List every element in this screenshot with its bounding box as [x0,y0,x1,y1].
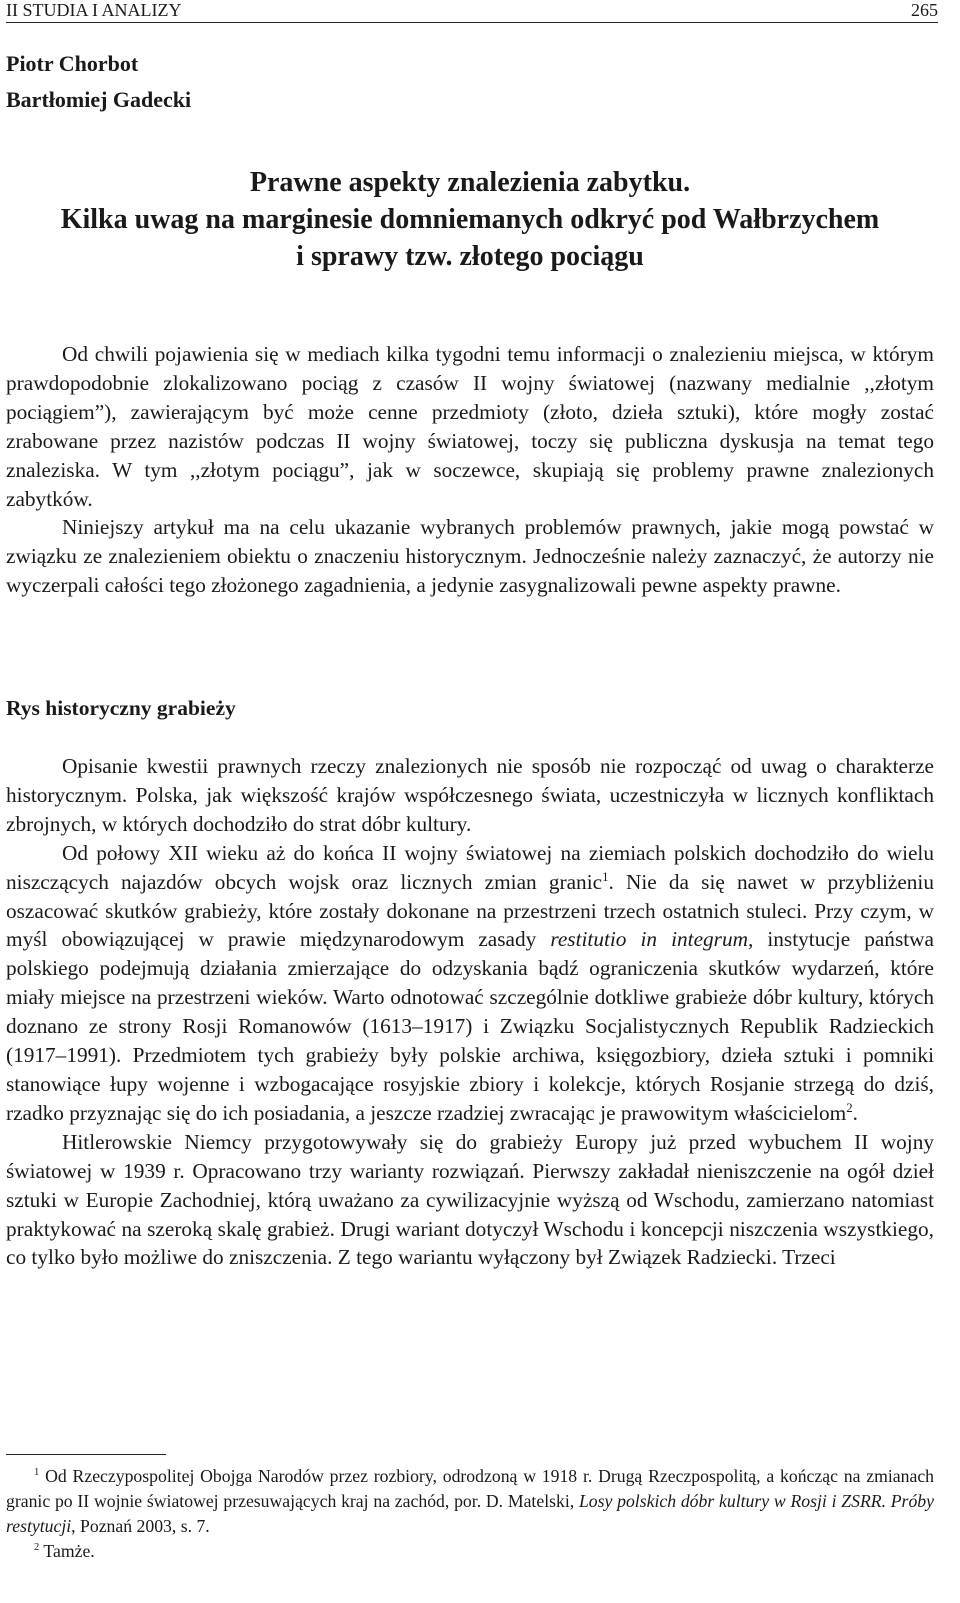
paragraph: Niniejszy artykuł ma na celu ukazanie wybranych problemów prawnych, jakie mogą powstać w związku ze znalezieniem obiektu o znaczeniu historycznym. Jednocześnie należy zaznaczyć, że autorzy nie wyczerpali całości tego złożonego zagadnienia, a jedynie zasygnalizowali pewne aspekty prawne. [6,515,934,598]
footnote-ref: 1 [602,869,609,884]
page-number: 265 [911,0,938,20]
paragraph: Od chwili pojawienia się w mediach kilka tygodni temu informacji o znalezieniu miejsca, w którym prawdopodobnie zlokalizowano pociąg z czasów II wojny światowej (nazwany medialnie ,,złotym pociągiem”), zawierającym być może cenne przedmioty (złoto, dzieła sztuki), które mogły zostać zrabowane przez nazistów podczas II wojny światowej, toczy się publiczna dyskusja na temat tego znaleziska. W tym ,,złotym pociągu”, jak w soczewce, skupiają się problemy prawne znalezionych zabytków. [6,342,934,511]
author-name: Bartłomiej Gadecki [6,87,192,112]
history-section [6,752,934,1272]
paragraph [6,839,934,1128]
text-run: , Poznań 2003, s. 7. [71,1516,210,1536]
text-run: Od Rzeczypospolitej Obojga Narodów przez rozbiory, odrodzoną w 1918 r. Drugą Rzeczpospolitą, a kończąc na zmianach granic po II wojnie światowej przesuwających kraj na zachód, por. D. Matelski, [6,1466,935,1511]
footnote [6,1539,934,1564]
footnote-rule [6,1454,166,1455]
author-name: Piotr Chorbot [6,51,139,76]
footnote-number: 2 [34,1542,40,1554]
footnote [6,1464,934,1539]
citation-title: Losy polskich dóbr kultury w Rosji i ZSRR. Próby restytucji [6,1491,934,1536]
title-line: Kilka uwag na marginesie domniemanych odkryć pod Wałbrzychem [60,204,880,235]
latin-term: restitutio in integrum, [550,927,754,952]
running-head [6,0,938,23]
text-run: instytucje państwa polskiego podejmują działania zmierzające do odzyskania bądź ograniczenia skutków wydarzeń, które miały miejsce na przestrzeni wieków. Warto odnotować szczególnie dotkliwe grabieże dóbr kultury, których doznano ze strony Rosji Romanowów (1613–1917) i Związku Socjalistycznych Republik Radzieckich (1917–1991). Przedmiotem tych grabieży były polskie archiwa, księgozbiory, dzieła sztuki i pomniki stanowiące łupy wojenne i wzbogacające rosyjskie zbiory i kolekcje, których Rosjanie strzegą do dziś, rzadko przyznając się do ich posiadania, a jeszcze rzadziej zwracając je prawowitym właścicielom [6,927,934,1125]
text-run: Od połowy XII wieku aż do końca II wojny światowej na ziemiach polskich dochodziło do wielu niszczących najazdów obcych wojsk oraz licznych zmian granic [6,840,934,894]
text-run: . [852,1100,858,1125]
section-heading: Rys historyczny grabieży [6,696,236,720]
article-title [0,164,940,275]
title-line: Prawne aspekty znalezienia zabytku. [249,167,691,198]
text-run: . Nie da się nawet w przybliżeniu oszacować skutków grabieży, które zostały dokonane na przestrzeni trzech ostatnich stuleci. Przy czym, w myśl obowiązującej w prawie międzynarodowym zasady [6,869,934,952]
paragraph: Opisanie kwestii prawnych rzeczy znalezionych nie sposób nie rozpocząć od uwag o charakterze historycznym. Polska, jak większość krajów współczesnego świata, uczestniczyła w licznych konfliktach zbrojnych, w których dochodziło do strat dóbr kultury. [6,754,934,836]
intro-section [6,340,934,600]
title-line: i sprawy tzw. złotego pociągu [296,241,644,272]
text-run: Tamże. [43,1541,95,1561]
section-label: II STUDIA I ANALIZY [6,0,182,20]
authors [6,46,191,118]
footnote-number: 1 [34,1467,40,1479]
footnote-ref: 2 [846,1100,853,1115]
paragraph: Hitlerowskie Niemcy przygotowywały się do grabieży Europy już przed wybuchem II wojny światowej w 1939 r. Opracowano trzy warianty rozwiązań. Pierwszy zakładał nieniszczenie na ogół dzieł sztuki w Europie Zachodniej, którą uważano za cywilizacyjnie wyższą od Wschodu, zamierzano natomiast praktykować na szeroką skalę grabież. Drugi wariant dotyczył Wschodu i koncepcji niszczenia wszystkiego, co tylko było możliwe do zniszczenia. Z tego wariantu wyłączony był Związek Radziecki. Trzeci [6,1129,934,1270]
footnotes [6,1464,934,1564]
